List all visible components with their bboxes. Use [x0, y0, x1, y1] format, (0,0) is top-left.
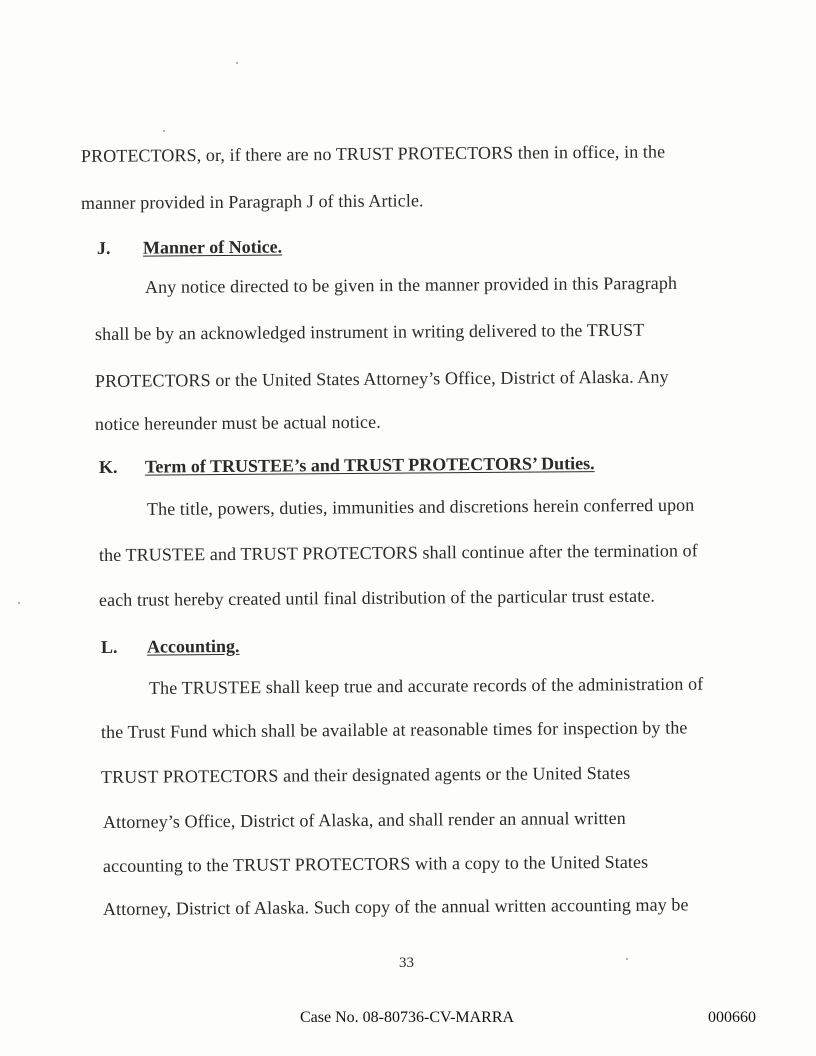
- body-line: PROTECTORS, or, if there are no TRUST PROTECTORS then in office, in the: [80, 141, 666, 166]
- section-heading-j: [97, 237, 282, 259]
- body-line: Any notice directed to be given in the manner provided in this Paragraph: [144, 272, 678, 297]
- section-number: L.: [100, 636, 118, 657]
- page-number: 33: [399, 955, 414, 971]
- scan-speck: [626, 958, 628, 960]
- body-line: the Trust Fund which shall be available at reasonable times for inspection by the: [100, 717, 688, 742]
- body-line: PROTECTORS or the United States Attorney’s Office, District of Alaska. Any: [94, 366, 669, 391]
- body-line: accounting to the TRUST PROTECTORS with a copy to the United States: [102, 851, 649, 876]
- body-line: Attorney, District of Alaska. Such copy of the annual written accounting may be: [102, 894, 689, 919]
- body-line: notice hereunder must be actual notice.: [94, 411, 381, 434]
- body-line: Attorney’s Office, District of Alaska, and shall render an annual written: [102, 807, 626, 832]
- section-title: Term of TRUSTEE’s and TRUST PROTECTORS’ Duties.: [144, 453, 595, 477]
- body-line: manner provided in Paragraph J of this Article.: [80, 190, 424, 213]
- section-heading-k: [99, 453, 595, 478]
- section-number: K.: [98, 456, 118, 477]
- body-line: The title, powers, duties, immunities and discretions herein conferred upon: [146, 494, 695, 519]
- case-number: Case No. 08-80736-CV-MARRA: [300, 1009, 515, 1026]
- section-title: Manner of Notice.: [142, 236, 283, 258]
- body-line: The TRUSTEE shall keep true and accurate records of the administration of: [148, 673, 704, 698]
- body-line: TRUST PROTECTORS and their designated agents or the United States: [100, 762, 631, 787]
- section-number: J.: [96, 237, 111, 258]
- body-line: each trust hereby created until final distribution of the particular trust estate.: [98, 585, 656, 610]
- section-title: Accounting.: [146, 635, 240, 657]
- scan-speck: [163, 130, 165, 132]
- body-line: shall be by an acknowledged instrument in writing delivered to the TRUST: [94, 319, 645, 344]
- section-heading-l: [101, 636, 240, 658]
- scan-speck: [18, 602, 20, 604]
- body-line: the TRUSTEE and TRUST PROTECTORS shall continue after the termination of: [98, 540, 698, 565]
- bates-number: 000660: [708, 1009, 756, 1026]
- scan-speck: [236, 62, 238, 64]
